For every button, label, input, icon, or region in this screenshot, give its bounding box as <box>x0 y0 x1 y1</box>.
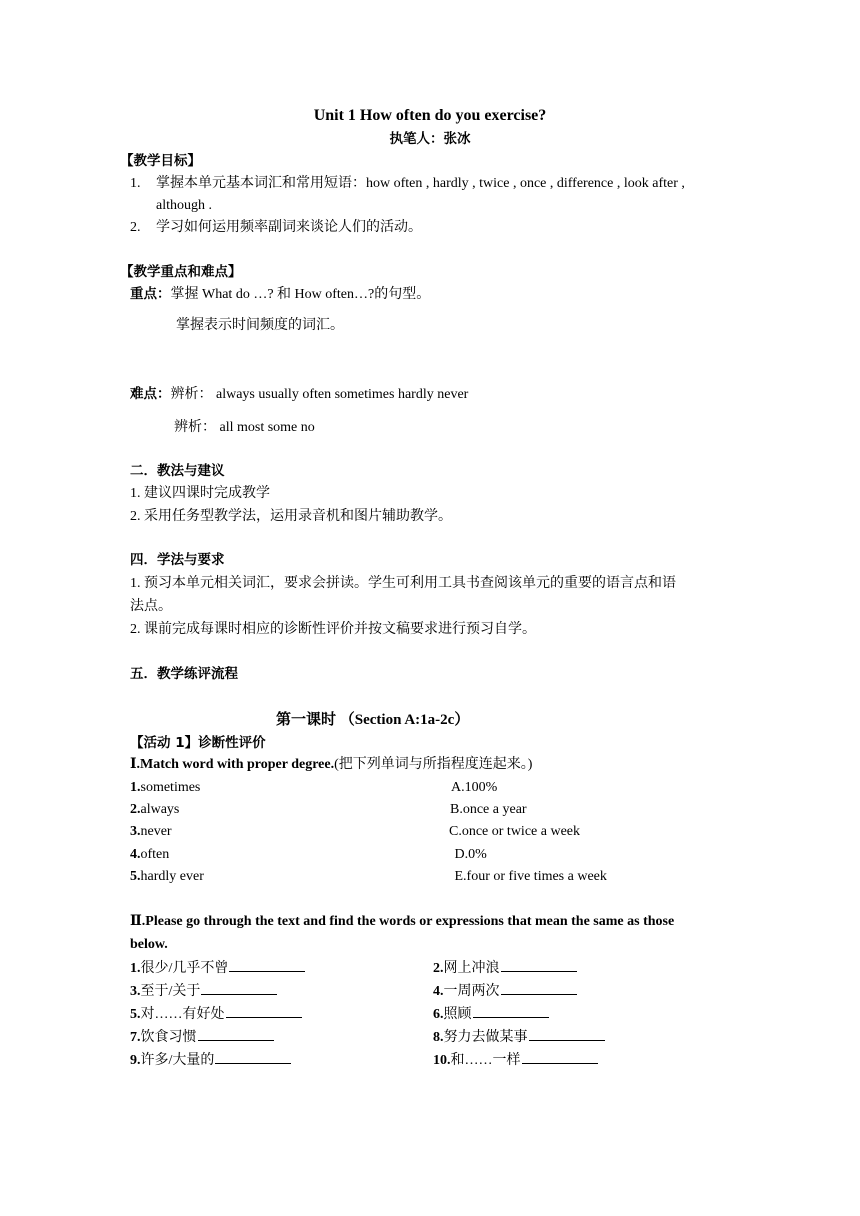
vocab-number: 10. <box>433 1053 451 1068</box>
difficulty-line-2: 辨析： all most some no <box>174 420 315 435</box>
vocab-number: 2. <box>433 961 444 976</box>
vocab-number: 1. <box>130 961 141 976</box>
vocab-text: 一周两次 <box>443 984 500 999</box>
match-left-item <box>130 779 200 797</box>
answer-blank[interactable] <box>229 959 305 972</box>
activity-heading: 【活动 1】诊断性评价 <box>130 735 266 751</box>
doc-title: Unit 1 How often do you exercise? <box>313 107 547 124</box>
part2-instruction: Ⅱ.Please go through the text and find the words or expressions that mean the same as those <box>130 914 675 929</box>
match-number: 5. <box>130 869 141 884</box>
match-right-item: B.once a year <box>450 802 527 817</box>
vocab-number: 4. <box>433 984 444 999</box>
vocab-number: 9. <box>130 1053 141 1068</box>
match-number: 1. <box>130 780 141 795</box>
vocab-number: 3. <box>130 984 141 999</box>
goal-item-1 <box>130 175 685 193</box>
focus-heading: 【教学重点和难点】 <box>120 264 242 280</box>
match-right-item: A.100% <box>451 780 498 795</box>
answer-blank[interactable] <box>201 982 277 995</box>
goal-item-1-continued: although . <box>156 198 212 213</box>
vocab-number: 8. <box>433 1030 444 1045</box>
vocab-number: 5. <box>130 1007 141 1022</box>
difficulty-line <box>130 385 468 404</box>
match-left-item <box>130 823 172 841</box>
vocab-text: 网上冲浪 <box>443 961 500 976</box>
vocab-item <box>130 1051 291 1070</box>
match-word: hardly ever <box>140 869 204 884</box>
match-left-item <box>130 868 204 886</box>
difficulty-label: 难点： <box>130 386 171 402</box>
match-word: always <box>140 802 180 817</box>
vocab-item <box>433 959 577 978</box>
goal-text: 掌握本单元基本词汇和常用短语：how often , hardly , twice , once , difference , look after , <box>156 176 685 191</box>
part1-instruction-bold: Ⅰ.Match word with proper degree. <box>130 757 335 772</box>
goal-number: 2. <box>130 220 141 235</box>
match-number: 3. <box>130 824 141 839</box>
goal-item-2 <box>130 219 422 237</box>
vocab-text: 照顾 <box>443 1007 472 1022</box>
match-word: often <box>140 847 170 862</box>
vocab-text: 努力去做某事 <box>443 1030 528 1045</box>
difficulty-text: 辨析： always usually often sometimes hardly never <box>170 387 469 402</box>
vocab-number: 7. <box>130 1030 141 1045</box>
goal-text: 学习如何运用频率副词来谈论人们的活动。 <box>156 220 422 235</box>
goal-number: 1. <box>130 176 141 191</box>
answer-blank[interactable] <box>522 1051 598 1064</box>
vocab-number: 6. <box>433 1007 444 1022</box>
vocab-item <box>130 959 305 978</box>
match-right-item: C.once or twice a week <box>449 824 580 839</box>
match-left-item <box>130 801 179 819</box>
method-item-2: 2. 采用任务型教学法，运用录音机和图片辅助教学。 <box>130 509 452 524</box>
vocab-item <box>433 982 577 1001</box>
answer-blank[interactable] <box>501 982 577 995</box>
study-item-1: 1. 预习本单元相关词汇，要求会拼读。学生可利用工具书查阅该单元的重要的语言点和语 <box>130 576 676 591</box>
focus-label: 重点： <box>130 286 171 302</box>
vocab-text: 对……有好处 <box>140 1007 225 1022</box>
answer-blank[interactable] <box>501 959 577 972</box>
part1-instruction-note: (把下列单词与所指程度连起来。) <box>334 757 533 772</box>
study-item-1-continued: 法点。 <box>130 599 172 614</box>
flow-heading: 五．教学练评流程 <box>130 666 238 682</box>
method-item-1: 1. 建议四课时完成教学 <box>130 486 270 501</box>
vocab-item <box>433 1005 549 1024</box>
focus-line-2: 掌握表示时间频度的词汇。 <box>176 318 344 333</box>
doc-author: 执笔人：张冰 <box>389 131 471 147</box>
vocab-item <box>433 1028 605 1047</box>
study-heading: 四．学法与要求 <box>130 552 225 568</box>
vocab-item <box>433 1051 598 1070</box>
match-number: 4. <box>130 847 141 862</box>
match-word: sometimes <box>140 780 201 795</box>
focus-line <box>130 285 430 304</box>
goals-heading: 【教学目标】 <box>120 153 201 169</box>
part1-instruction <box>130 756 532 774</box>
answer-blank[interactable] <box>529 1028 605 1041</box>
match-word: never <box>140 824 172 839</box>
vocab-text: 饮食习惯 <box>140 1030 197 1045</box>
vocab-text: 至于/关于 <box>140 984 201 999</box>
match-right-item: D.0% <box>451 847 487 862</box>
study-item-2: 2. 课前完成每课时相应的诊断性评价并按文稿要求进行预习自学。 <box>130 622 536 637</box>
focus-text: 掌握 What do …? 和 How often…?的句型。 <box>170 287 431 302</box>
answer-blank[interactable] <box>473 1005 549 1018</box>
lesson-title: 第一课时 （Section A:1a-2c） <box>276 712 470 728</box>
match-number: 2. <box>130 802 141 817</box>
vocab-item <box>130 982 277 1001</box>
method-heading: 二．教法与建议 <box>130 463 225 479</box>
part2-instruction-continued: below. <box>130 937 168 952</box>
answer-blank[interactable] <box>215 1051 291 1064</box>
answer-blank[interactable] <box>226 1005 302 1018</box>
vocab-text: 很少/几乎不曾 <box>140 961 229 976</box>
vocab-text: 许多/大量的 <box>140 1053 215 1068</box>
match-left-item <box>130 846 169 864</box>
vocab-text: 和……一样 <box>450 1053 521 1068</box>
vocab-item <box>130 1028 274 1047</box>
answer-blank[interactable] <box>198 1028 274 1041</box>
vocab-item <box>130 1005 302 1024</box>
match-right-item: E.four or five times a week <box>451 869 607 884</box>
